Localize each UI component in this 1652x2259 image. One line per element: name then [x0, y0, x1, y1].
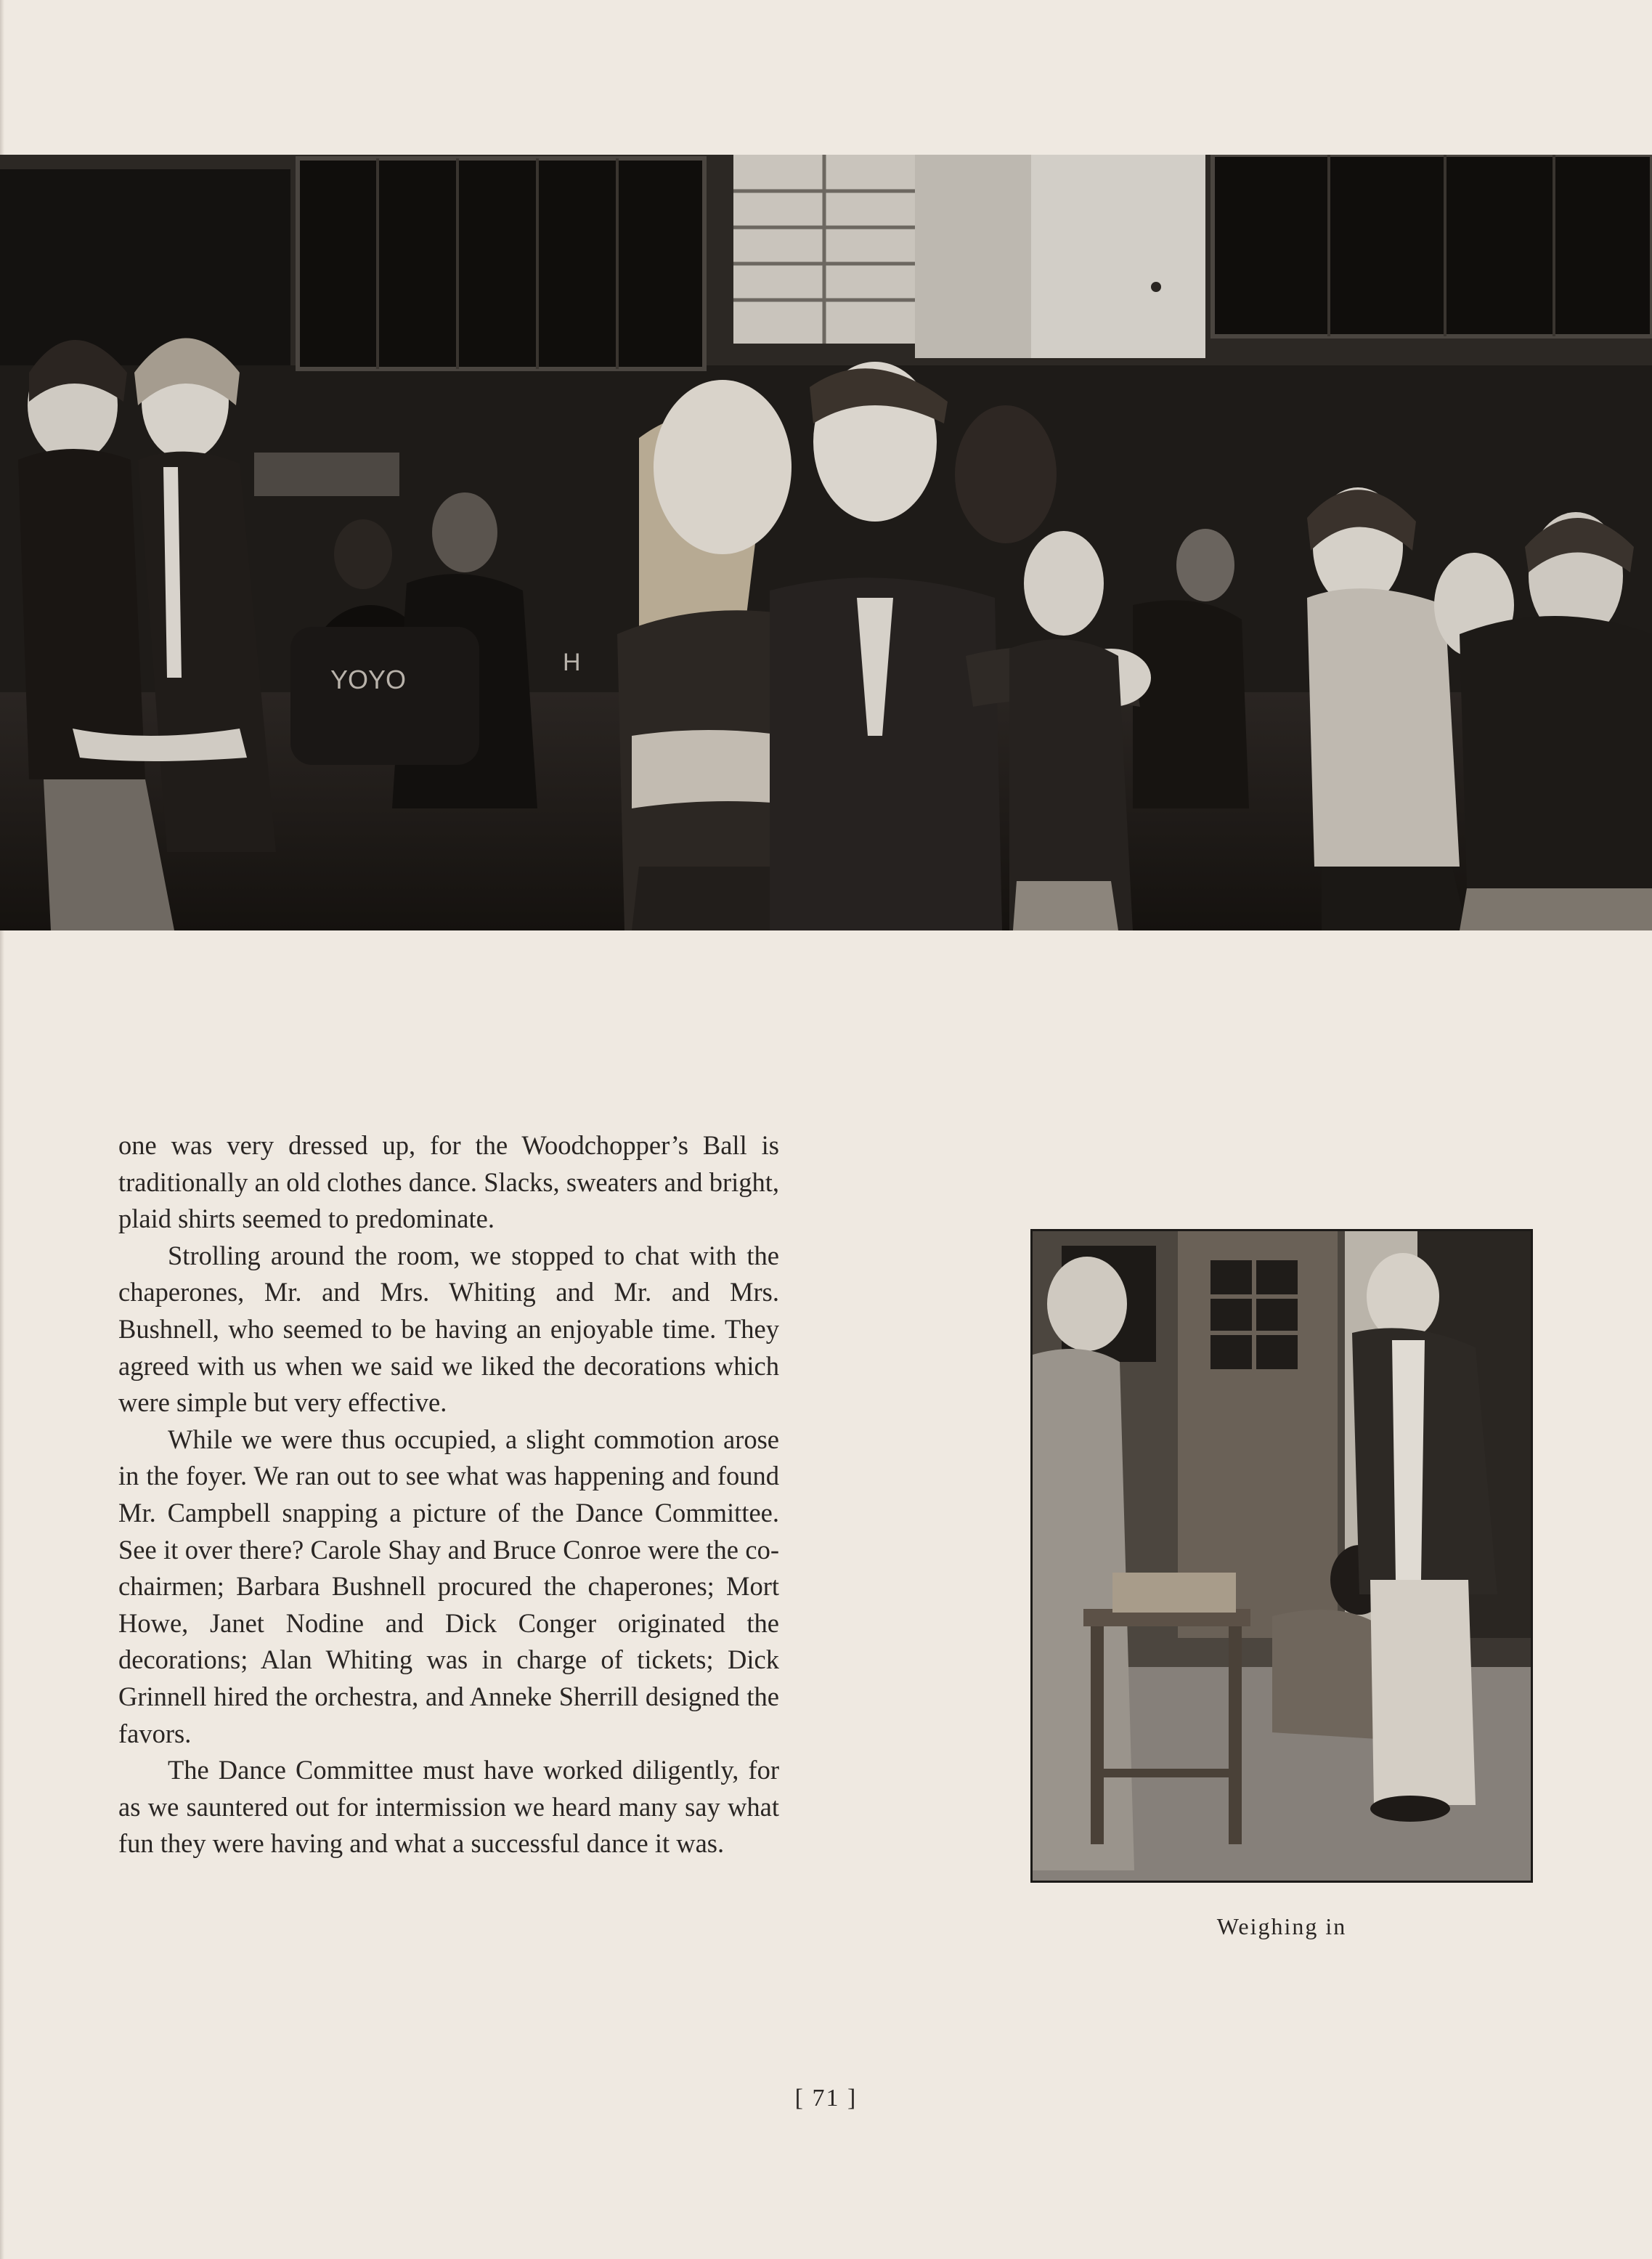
dance-photo [0, 155, 1652, 930]
article-paragraph: The Dance Committee must have worked diligently, for as we sauntered out for intermission we heard many say what fun they were having and what a successful dance it was. [118, 1755, 779, 1859]
drum-lettering-2: H [563, 649, 581, 676]
drum-lettering: YOYO [330, 665, 407, 694]
article-paragraph: one was very dressed up, for the Woodchopper’s Ball is traditionally an old clothes dance. Slacks, sweaters and bright, plaid shirts seemed to predominate. [118, 1130, 779, 1234]
article-body [118, 1127, 779, 1862]
article-paragraph: While we were thus occupied, a slight commotion arose in the foyer. We ran out to see what was happening and found Mr. Campbell snapping a picture of the Dance Committee. See it over there? Carole Shay and Bruce Conroe were the co-chairmen; Barbara Bushnell procured the chaperones; Mort Howe, Janet Nodine and Dick Conger originated the decorations; Alan Whiting was in charge of tickets; Dick Grinnell hired the orchestra, and Anneke Sherrill designed the favors. [118, 1424, 779, 1748]
photo-caption: Weighing in [1216, 1913, 1347, 1939]
page-number: [ 71 ] [794, 2085, 858, 2112]
article-paragraph: Strolling around the room, we stopped to chat with the chaperones, Mr. and Mrs. Whiting and Mr. and Mrs. Bushnell, who seemed to be having an enjoyable time. They agreed with us when we said we liked the decorations which were simple but very effective. [118, 1240, 779, 1418]
weighing-in-photo [1030, 1229, 1533, 1883]
